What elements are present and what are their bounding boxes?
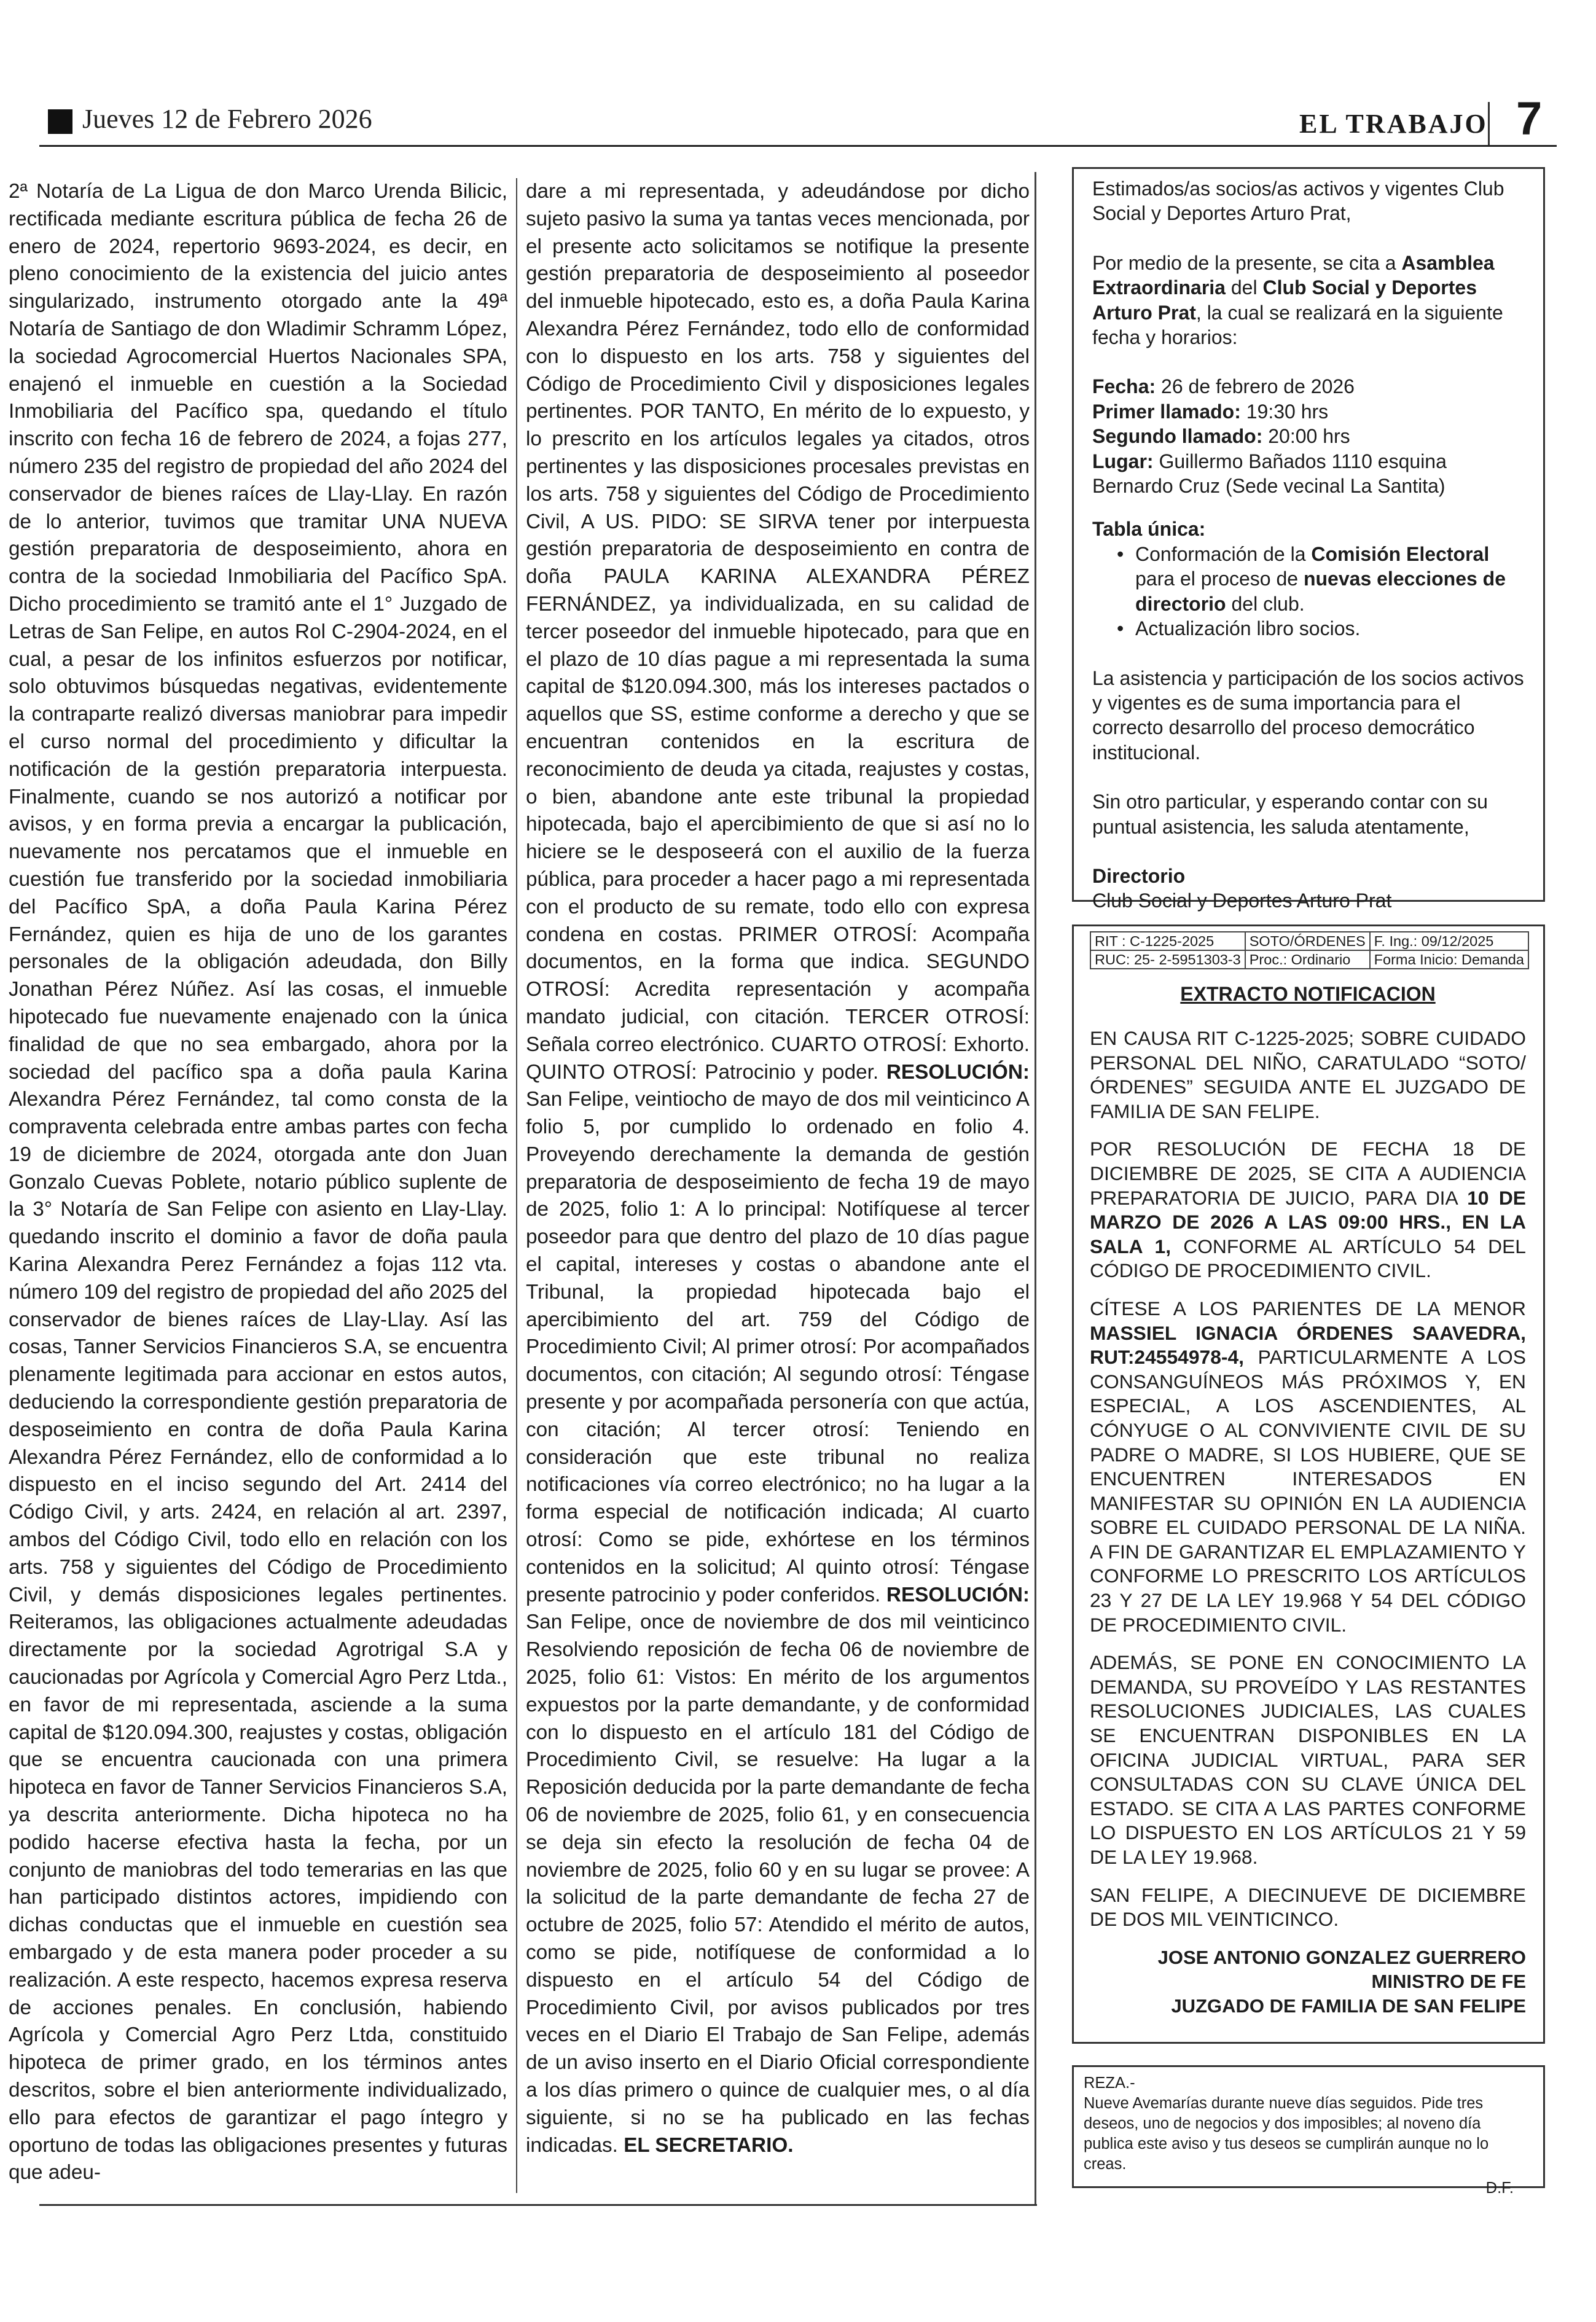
club-intro-a: Por medio de la presente, se cita a <box>1092 251 1396 274</box>
item1-c: para el proceso de <box>1135 568 1299 590</box>
court-p2-c: CONFORME AL ARTÍCULO 54 DEL CÓDIGO DE PROCEDIMIENTO CIVIL. <box>1090 1235 1526 1282</box>
item1-d: nuevas elecciones de directorio <box>1135 568 1506 615</box>
item1-e: del club. <box>1231 592 1305 615</box>
column-2-text-a: dare a mi representada, y adeudándose por dicho sujeto pasivo la suma ya tantas veces mencionada, por el presente acto solicitamos se notifique la presente gestión preparatoria de desposeimiento al poseedor del inmueble hipotecado, esto es, a doña Paula Karina Alexandra Pérez Fernández, todo ello de conformidad con lo dispuesto en los arts. 758 y siguientes del Código de Procedimiento Civil y disposiciones legales pertinentes. POR TANTO, En mérito de lo expuesto, y lo prescrito en los artículos legales ya citados, otros pertinentes y las disposiciones procesales previstas en los arts. 758 y siguientes del Código de Procedimiento Civil, A US. PIDO: SE SIRVA tener por interpuesta gestión preparatoria de desposeimiento en contra de doña PAULA KARINA ALEXANDRA PÉREZ FERNÁNDEZ, ya individualizada, en su calidad de tercer poseedor del inmueble hipotecado, para que en el plazo de 10 días pague a mi representada la suma capital de $120.094.300, más los intereses pactados o aquellos que SS, estime conforme a derecho y que se encuentran contenidos en la escritura de reconocimiento de deuda ya citada, reajustes y costas, o bien, abandone ante este tribunal la propiedad hipotecada, bajo el apercibimiento de que si así no lo hiciere se le desposeerá con el auxilio de la fuerza pública, para proceder a hacer pago a mi representada con el producto de su remate, todo ello con expresa condena en costas. PRIMER OTROSÍ: Acompaña documentos, en la forma que indica. SEGUNDO OTROSÍ: Acredita representación y acompaña mandato judicial, con citación. TERCER OTROSÍ: Señala correo electrónico. CUARTO OTROSÍ: Exhorto. QUINTO OTROSÍ: Patrocinio y poder. <box>526 180 1030 1084</box>
court-paragraph-2 <box>1090 1137 1526 1283</box>
club-place-row <box>1092 449 1526 499</box>
table-row <box>1090 950 1528 969</box>
court-p2-b: 10 DE MARZO DE 2026 A LAS 09:00 HRS., EN LA SALA 1, <box>1090 1186 1527 1257</box>
court-signature-role: MINISTRO DE FE <box>1371 1971 1526 1993</box>
bullet-icon: • <box>1117 542 1124 565</box>
right-column-divider <box>1035 172 1036 2205</box>
table-cell: RIT : C-1225-2025 <box>1090 932 1245 950</box>
club-date-row <box>1092 374 1526 399</box>
court-p3-b: MASSIEL IGNACIA ÓRDENES SAAVEDRA, RUT:24554978-4, <box>1090 1321 1526 1369</box>
court-p3-c: PARTICULARMENTE A LOS CONSANGUÍNEOS MÁS PRÓXIMOS Y, EN ESPECIAL, A LOS ASCENDIENTES, AL CÓNYUGE O AL CONVIVIENTE CIVIL DE SU PADRE O MADRE, SI LOS HUBIERE, QUE SE ENCUENTREN INTERESADOS EN MANIFESTAR SU OPINIÓN EN LA AUDIENCIA SOBRE EL CUIDADO PERSONAL DE LA NIÑA. A FIN DE GARANTIZAR EL EMPLAZAMIENTO Y CONFORME LO PRESCRITO LOS ARTÍCULOS 23 Y 27 DE LA LEY 19.968 Y 54 DEL CÓDIGO DE PROCEDIMIENTO CIVIL. <box>1090 1346 1526 1636</box>
reza-title: REZA.- <box>1084 2074 1135 2092</box>
club-first-call-row <box>1092 399 1526 424</box>
item1-a: Conformación de la <box>1135 542 1306 565</box>
club-assembly-notice <box>1072 167 1545 912</box>
table-cell: RUC: 25- 2-5951303-3 <box>1090 950 1245 969</box>
article-column-1-text: 2ª Notaría de La Ligua de don Marco Urenda Bilicic, rectificada mediante escritura pública de fecha 26 de enero de 2024, repertorio 9693-2024, es decir, en pleno conocimiento de la existencia del juicio antes singularizado, instrumento otorgado ante la 49ª Notaría de Santiago de don Wladimir Schramm López, la sociedad Agrocomercial Huertos Nacionales SPA, enajenó el inmueble en cuestión a la Sociedad Inmobiliaria del Pacífico spa, quedando el título inscrito con fecha 16 de febrero de 2024, a fojas 277, número 235 del registro de propiedad del año 2024 del conservador de bienes raíces de Llay-Llay. En razón de lo anterior, tuvimos que tramitar UNA NUEVA gestión preparatoria de desposeimiento, ahora en contra de la sociedad Inmobiliaria del Pacífico SpA. Dicho procedimiento se tramitó ante el 1° Juzgado de Letras de San Felipe, en autos Rol C-2904-2024, en el cual, a pesar de los infinitos esfuerzos por notificar, solo obtuvimos búsquedas negativas, evidentemente la contraparte realizó diversas maniobrar para impedir el curso normal del procedimiento y dificultar la notificación de la gestión preparatoria interpuesta. Finalmente, cuando se nos autorizó a notificar por avisos, y en forma previa a encargar la publicación, nuevamente nos percatamos que el inmueble en cuestión fue transferido por la sociedad inmobiliaria del Pacífico SpA, a doña Paula Karina Pérez Fernández, quien es hija de uno de los garantes personales de la obligación adeudada, don Billy Jonathan Pérez Núñez. Así las cosas, el inmueble hipotecado fue nuevamente enajenado con la única finalidad de que no sea embargado, ahora por la sociedad del pacífico spa a doña paula Karina Alexandra Pérez Fernández, tal como consta de la compraventa celebrada entre ambas partes con fecha 19 de diciembre de 2024, otorgada ante don Juan Gonzalo Cuevas Poblete, notario público suplente de la 3° Notaría de San Felipe con asiento en Llay-Llay. quedando inscrito el dominio a favor de doña paula Karina Alexandra Perez Fernández a fojas 112 vta. número 109 del registro de propiedad del año 2025 del conservador de bienes raíces de Llay-Llay. Así las cosas, Tanner Servicios Financieros S.A, se encuentra plenamente legitimada para accionar en estos autos, deduciendo la correspondiente gestión preparatoria de desposeimiento en contra de doña Paula Karina Alexandra Pérez Fernández, ello de conformidad a lo dispuesto en el inciso segundo del Art. 2414 del Código Civil, y arts. 2424, en relación al art. 2397, ambos del Código Civil, todo ello en relación con los arts. 758 y siguientes del Código de Procedimiento Civil, y demás disposiciones legales pertinentes. Reiteramos, las obligaciones actualmente adeudadas directamente por la sociedad Agrotrigal S.A y caucionadas por Agrícola y Comercial Agro Perz Ltda., en favor de mi representada, asciende a la suma capital de $120.094.300, reajustes y costas, obligación que se encuentra caucionada con una primera hipoteca en favor de Tanner Servicios Financieros S.A, ya descrita anteriormente. Dicha hipoteca no ha podido hacerse efectiva hasta la fecha, por un conjunto de maniobras del todo temerarias en las que han participado distintos actores, impidiendo con dichas conductas que el inmueble en cuestión sea embargado y de esta manera poder proceder a su realización. A este respecto, hacemos expresa reserva de acciones penales. En conclusión, habiendo Agrícola y Comercial Agro Perz Ltda, constituido hipoteca de primer grado, en los términos antes descritos, sobre el bien anteriormente individualizado, ello para efectos de garantizar el pago íntegro y oportuno de todas las obligaciones presentes y futuras que adeu- <box>9 180 507 2184</box>
tabla-label-text: Tabla única: <box>1092 518 1206 541</box>
club-sign-org: Club Social y Deportes Arturo Prat <box>1092 889 1392 912</box>
column-divider <box>516 178 517 2193</box>
court-paragraph-5: SAN FELIPE, A DIECINUEVE DE DICIEMBRE DE DOS MIL VEINTICINCO. <box>1090 1883 1526 1931</box>
court-notice <box>1072 925 1545 2044</box>
bullet-icon: • <box>1117 617 1124 640</box>
header-date: Jueves 12 de Febrero 2026 <box>82 104 372 134</box>
table-cell: Forma Inicio: Demanda <box>1370 950 1528 969</box>
segundo-llamado-value: 20:00 hrs <box>1268 425 1350 448</box>
case-info-table <box>1090 931 1529 969</box>
reza-body: Nueve Avemarías durante nueve días seguidos. Pide tres deseos, uno de negocios y dos imposibles; al noveno día publica este aviso y tus deseos se cumplirán aunque no lo creas. <box>1084 2095 1489 2173</box>
tabla-item-2 <box>1117 616 1526 641</box>
item2-text: Actualización libro socios. <box>1135 617 1361 640</box>
table-cell: Proc.: Ordinario <box>1245 950 1370 969</box>
column-2-text-b: San Felipe, veintiocho de mayo de dos mil veinticinco A folio 5, por cumplido lo ordenado en folio 4. Proveyendo derechamente la demanda de gestión preparatoria de desposeimiento de fecha 19 de mayo de 2025, folio 1: A lo principal: Notifíquese al tercer poseedor para que dentro del plazo de 10 días pague el capital, intereses y costas o abandone ante el Tribunal, la propiedad hipotecada bajo el apercibimiento del art. 759 del Código de Procedimiento Civil; Al primer otrosí: Por acompañados documentos, con citación; Al segundo otrosí: Téngase presente y por acompañada personería con que actúa, con citación; Al tercer otrosí: Teniendo en consideración que este tribunal no realiza notificaciones vía correo electrónico; no ha lugar a la forma especial de notificación indicada; Al cuarto otrosí: Como se pide, exhórtese en los términos contenidos en la solicitud; Al quinto otrosí: Téngase presente patrocinio y poder conferidos. <box>526 1088 1030 1606</box>
club-sign-title-text: Directorio <box>1092 864 1186 887</box>
club-greeting: Estimados/as socios/as activos y vigentes Club Social y Deportes Arturo Prat, <box>1092 178 1504 225</box>
article-column-2-text <box>526 178 1030 2159</box>
article-column-1 <box>9 178 507 2193</box>
club-intro-c: del <box>1230 276 1258 299</box>
primer-llamado-label: Primer llamado: <box>1092 400 1241 423</box>
lugar-value: Guillermo Bañados 1110 esquina Bernardo Cruz (Sede vecinal La Santita) <box>1092 450 1447 498</box>
resolucion-heading-2: RESOLUCIÓN: <box>886 1583 1030 1606</box>
tabla-label <box>1092 517 1526 541</box>
table-row <box>1090 932 1528 950</box>
tabla-item-1 <box>1117 542 1526 616</box>
fecha-value: 26 de febrero de 2026 <box>1161 375 1355 398</box>
table-cell: F. Ing.: 09/12/2025 <box>1370 932 1528 950</box>
court-paragraph-1: EN CAUSA RIT C-1225-2025; SOBRE CUIDADO PERSONAL DEL NIÑO, CARATULADO “SOTO/ÓRDENES” SEGUIDA ANTE EL JUZGADO DE FAMILIA DE SAN FELIPE. <box>1090 1027 1526 1122</box>
header-square-mark <box>48 109 72 134</box>
court-signature-court: JUZGADO DE FAMILIA DE SAN FELIPE <box>1171 1995 1526 2017</box>
primer-llamado-value: 19:30 hrs <box>1246 400 1329 423</box>
resolucion-heading-1: RESOLUCIÓN: <box>886 1060 1030 1084</box>
fecha-label: Fecha: <box>1092 375 1156 398</box>
column-2-text-c: San Felipe, once de noviembre de dos mil veinticinco Resolviendo reposición de fecha 06 de noviembre de 2025, folio 61: Vistos: En mérito de los argumentos expuestos por la parte demandante, y de conformidad con lo dispuesto en el artículo 181 del Código de Procedimiento Civil, se resuelve: Ha lugar a la Reposición deducida por la parte demandante de fecha 06 de noviembre de 2025, folio 61, y en consecuencia se deja sin efecto la resolución de fecha 04 de noviembre de 2025, folio 60 y en su lugar se provee: A la solicitud de la parte demandante de fecha 27 de octubre de 2025, folio 57: Atendido el mérito de autos, como se pide, notifíquese de conformidad a lo dispuesto en el artículo 54 del Código de Procedimiento Civil, por avisos publicados por tres veces en el Diario El Trabajo de San Felipe, además de un aviso inserto en el Diario Oficial correspondiente a los días primero o quince de cualquier mes, o al día siguiente, si no se ha publicado en las fechas indicadas. <box>526 1611 1030 2157</box>
page-number: 7 <box>1516 93 1543 145</box>
el-secretario: EL SECRETARIO. <box>624 2133 794 2157</box>
club-intro <box>1092 251 1526 350</box>
table-cell: SOTO/ÓRDENES <box>1245 932 1370 950</box>
segundo-llamado-label: Segundo llamado: <box>1092 425 1263 448</box>
reza-initials: D.F. <box>1485 2179 1514 2197</box>
article-column-2 <box>526 178 1030 2193</box>
court-p3-a: CÍTESE A LOS PARIENTES DE LA MENOR <box>1090 1297 1526 1319</box>
header-rule <box>39 145 1557 147</box>
club-intro-assembly: Asamblea Extraordinaria <box>1092 251 1495 299</box>
header-separator <box>1488 102 1490 146</box>
club-sign-title <box>1092 864 1526 888</box>
club-paragraph-1: La asistencia y participación de los socios activos y vigentes es de suma importancia para el correcto desarrollo del proceso democrático institucional. <box>1092 666 1524 764</box>
club-intro-club-name: Club Social y Deportes Arturo Prat <box>1092 276 1477 324</box>
newspaper-name: EL TRABAJO <box>1299 109 1488 139</box>
lugar-label: Lugar: <box>1092 450 1154 472</box>
court-notice-title: EXTRACTO NOTIFICACION <box>1180 983 1436 1005</box>
page-header <box>0 0 1596 147</box>
court-signature-name: JOSE ANTONIO GONZALEZ GUERRERO <box>1157 1946 1526 1968</box>
court-p2-a: POR RESOLUCIÓN DE FECHA 18 DE DICIEMBRE DE 2025, SE CITA A AUDIENCIA PREPARATORIA DE JUICIO, PARA DIA <box>1090 1138 1526 1209</box>
court-paragraph-4: ADEMÁS, SE PONE EN CONOCIMIENTO LA DEMANDA, SU PROVEÍDO Y LAS RESTANTES RESOLUCIONES JUDICIALES, LAS CUALES SE ENCUENTRAN DISPONIBLES EN LA OFICINA JUDICIAL VIRTUAL, PARA SER CONSULTADAS CON SU CLAVE ÚNICA DEL ESTADO. SE CITA A LAS PARTES CONFORME LO DISPUESTO EN LOS ARTÍCULOS 21 Y 59 DE LA LEY 19.968. <box>1090 1651 1526 1868</box>
club-second-call-row <box>1092 424 1526 448</box>
court-paragraph-3 <box>1090 1297 1526 1637</box>
item1-b: Comisión Electoral <box>1311 542 1490 565</box>
reza-notice <box>1072 2065 1545 2197</box>
columns-bottom-rule <box>39 2204 1037 2206</box>
club-intro-e: , la cual se realizará en la siguiente fecha y horarios: <box>1092 301 1503 349</box>
club-paragraph-2: Sin otro particular, y esperando contar con su puntual asistencia, les saluda atentamente, <box>1092 791 1488 838</box>
tabla-list <box>1092 542 1526 641</box>
